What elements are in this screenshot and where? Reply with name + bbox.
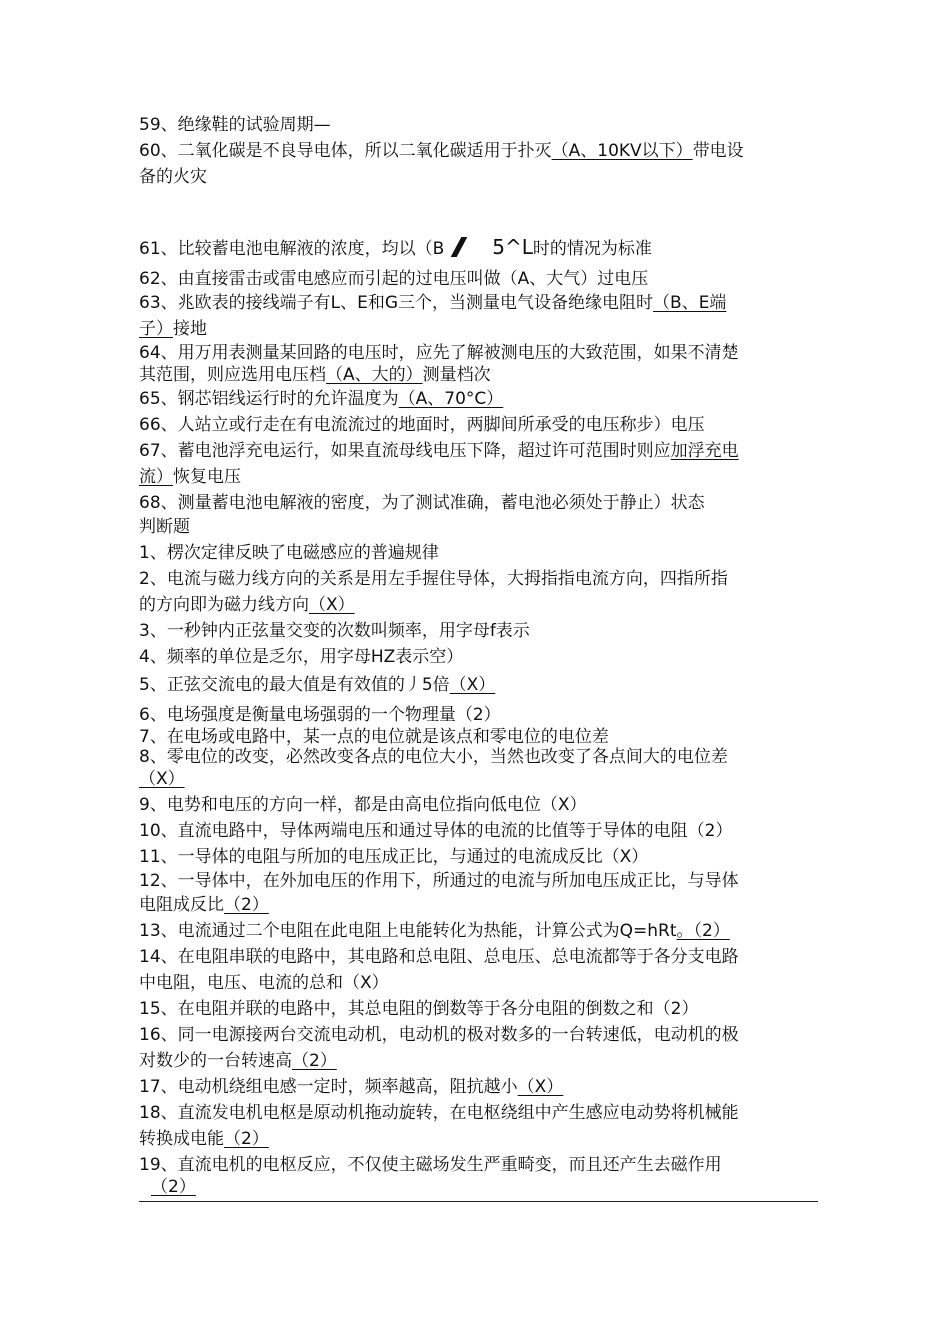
q64-answer: （A、大的） (326, 365, 423, 385)
j5 (139, 674, 819, 696)
j8-answer: （X） (139, 769, 185, 789)
q67 (139, 440, 819, 462)
j2 (139, 568, 819, 590)
j17-text: 17、电动机绕组电感一定时，频率越高，阻抗越小 (139, 1077, 518, 1097)
j11-text: 11、一导体的电阻与所加的电压成正比，与通过的电流成反比（X） (139, 847, 649, 867)
j8 (139, 746, 819, 768)
q67-text: 67、蓄电池浮充电运行，如果直流母线电压下降，超过许可范围时则应 (139, 441, 671, 461)
q60-cont (139, 166, 819, 188)
bottom-divider (139, 1201, 818, 1202)
j16-cont-text: 对数少的一台转速高 (139, 1051, 292, 1071)
slash-mark-icon (451, 237, 468, 257)
j14-cont (139, 972, 819, 994)
q60-text-end: 带电设 (692, 141, 744, 161)
j8-cont (139, 768, 819, 790)
j10-text: 10、直流电路中，导体两端电压和通过导体的电流的比值等于导体的电阻（2） (139, 821, 733, 841)
j14-cont-text: 中电阻，电压、电流的总和（X） (139, 973, 389, 993)
q67-answer-cont: 流） (139, 467, 173, 487)
j12-cont (139, 894, 819, 916)
j19-text: 19、直流电机的电枢反应，不仅使主磁场发生严重畸变，而且还产生去磁作用 (139, 1155, 722, 1175)
q66 (139, 414, 819, 436)
q61-text: 61、比较蓄电池电解液的浓度，均以（B (139, 239, 445, 259)
q63-text: 63、兆欧表的接线端子有L、E和G三个，当测量电气设备绝缘电阻时 (139, 293, 654, 313)
q63-answer-cont: 子） (139, 319, 173, 339)
q64-text: 64、用万用表测量某回路的电压时，应先了解被测电压的大致范围，如果不清楚 (139, 343, 739, 363)
q67-cont-text: 恢复电压 (173, 467, 241, 487)
j15 (139, 998, 819, 1020)
j4 (139, 646, 819, 668)
j8-text: 8、零电位的改变，必然改变各点的电位大小，当然也改变了各点间大的电位差 (139, 747, 728, 767)
q63-cont (139, 318, 819, 340)
q65-answer: （A、70°C） (398, 389, 504, 409)
j5-text: 5、正弦交流电的最大值是有效值的丿5倍 (139, 675, 450, 695)
q63-answer: （B、E端 (653, 293, 727, 313)
section-heading (139, 516, 819, 538)
q61-value: 5^L (492, 235, 533, 259)
j12-cont-text: 电阻成反比 (139, 895, 224, 915)
section-title: 判断题 (139, 517, 190, 537)
j16-text: 16、同一电源接两台交流电动机，电动机的极对数多的一台转速低，电动机的极 (139, 1025, 739, 1045)
j5-answer: （X） (449, 675, 496, 695)
j18-text: 18、直流发电机电枢是原动机拖动旋转，在电枢绕组中产生感应电动势将机械能 (139, 1103, 739, 1123)
j10 (139, 820, 819, 842)
j6-text: 6、电场强度是衡量电场强弱的一个物理量（2） (139, 705, 501, 725)
j16 (139, 1024, 819, 1046)
j14-text: 14、在电阻串联的电路中，其电路和总电阻、总电压、总电流都等于各分支电路 (139, 947, 739, 967)
j13-text: 13、电流通过二个电阻在此电阻上电能转化为热能，计算公式为Q=hRt (139, 921, 677, 941)
j7-text: 7、在电场或电路中，某一点的电位就是该点和零电位的电位差 (139, 727, 609, 747)
j2-answer: （X） (309, 595, 355, 615)
j3-text: 3、一秒钟内正弦量交变的次数叫频率，用字母f表示 (139, 621, 530, 641)
q63-cont-text: 接地 (173, 319, 207, 339)
q61-text-end: 时的情况为标准 (532, 239, 652, 259)
q66-text: 66、人站立或行走在有电流流过的地面时，两脚间所承受的电压称步）电压 (139, 415, 705, 435)
j16-cont (139, 1050, 819, 1072)
q59 (139, 114, 819, 136)
j19 (139, 1154, 819, 1176)
j14 (139, 946, 819, 968)
q61 (139, 236, 819, 260)
j16-answer: （2） (292, 1051, 337, 1071)
j18 (139, 1102, 819, 1124)
j7 (139, 726, 819, 748)
j12-text: 12、一导体中，在外加电压的作用下，所通过的电流与所加电压成正比，与导体 (139, 871, 739, 891)
q64-cont-text: 其范围，则应选用电压档 (139, 365, 326, 385)
j9 (139, 794, 819, 816)
q60-answer: （A、10KV以下） (551, 141, 693, 161)
j12-answer: （2） (224, 895, 269, 915)
q60-text: 60、二氧化碳是不良导电体，所以二氧化碳适用于扑灭 (139, 141, 552, 161)
q60-cont-text: 备的火灾 (139, 167, 207, 187)
j1 (139, 542, 819, 564)
j2-cont-text: 的方向即为磁力线方向 (139, 595, 309, 615)
j13-answer: 。（2） (676, 921, 730, 941)
q65 (139, 388, 819, 410)
j6 (139, 704, 819, 726)
j1-text: 1、楞次定律反映了电磁感应的普遍规律 (139, 543, 439, 563)
j18-cont-text: 转换成电能 (139, 1129, 224, 1149)
j2-cont (139, 594, 819, 616)
q60 (139, 140, 819, 162)
j18-cont (139, 1128, 819, 1150)
j2-text: 2、电流与磁力线方向的关系是用左手握住导体，大拇指指电流方向，四指所指 (139, 569, 728, 589)
j17-answer: （X） (517, 1077, 564, 1097)
j18-answer: （2） (224, 1129, 269, 1149)
j19-cont (139, 1176, 819, 1198)
j9-text: 9、电势和电压的方向一样，都是由高电位指向低电位（X） (139, 795, 587, 815)
j12 (139, 870, 819, 892)
q68 (139, 492, 819, 514)
q67-answer: 加浮充电 (670, 441, 739, 461)
j13 (139, 920, 819, 942)
j11 (139, 846, 819, 868)
q68-text: 68、测量蓄电池电解液的密度，为了测试准确，蓄电池必须处于静止）状态 (139, 493, 705, 513)
j4-text: 4、频率的单位是乏尔，用字母HZ表示空） (139, 647, 464, 667)
j19-answer: （2） (151, 1177, 196, 1197)
q59-text: 59、绝缘鞋的试验周期— (139, 115, 331, 135)
j15-text: 15、在电阻并联的电路中，其总电阻的倒数等于各分电阻的倒数之和（2） (139, 999, 699, 1019)
q64 (139, 342, 819, 364)
q62-text: 62、由直接雷击或雷电感应而引起的过电压叫做（A、大气）过电压 (139, 269, 649, 289)
q63 (139, 292, 819, 314)
j3 (139, 620, 819, 642)
j17 (139, 1076, 819, 1098)
q62 (139, 268, 819, 290)
q65-text: 65、钢芯铝线运行时的允许温度为 (139, 389, 399, 409)
q67-cont (139, 466, 819, 488)
q64-text-end: 测量档次 (422, 365, 491, 385)
q64-cont (139, 364, 819, 386)
